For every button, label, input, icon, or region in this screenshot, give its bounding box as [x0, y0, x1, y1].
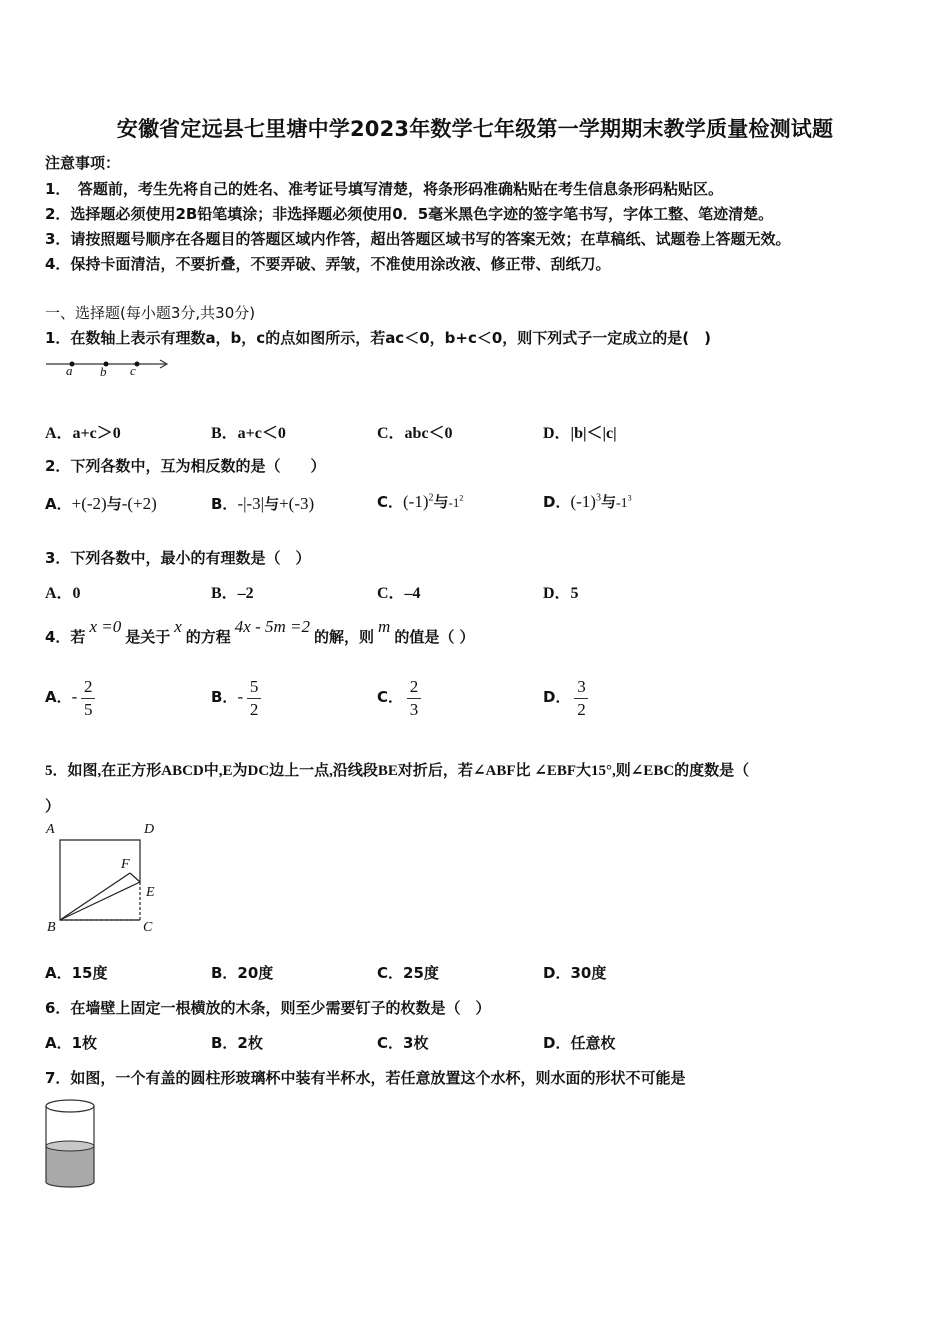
q4-option-c: C． $\frac{2}{3}$: [377, 677, 421, 720]
page-title: 安徽省定远县七里塘中学2023年数学七年级第一学期期末教学质量检测试题: [116, 117, 834, 141]
notice-item-2: 2．选择题必须使用2B铅笔填涂；非选择题必须使用0．5毫米黑色字迹的签字笔书写，字体工整、笔迹清楚。: [45, 205, 774, 223]
q4-stem: 4．若 x =0 是关于 x 的方程 4x - 5m =2 的解，则 m 的值是（ ）: [45, 617, 475, 646]
q3-option-c: C．–4: [377, 585, 421, 602]
fraction: $\frac{2}{5}$: [81, 677, 95, 720]
cylinder-cup-figure: [40, 1094, 102, 1194]
fraction: $\frac{3}{2}$: [574, 677, 588, 720]
number-line-figure: [44, 354, 174, 382]
q7-stem: 7．如图，一个有盖的圆柱形玻璃杯中装有半杯水，若任意放置这个水杯，则水面的形状不可能是: [45, 1069, 686, 1087]
q1-option-d: D．|b|＜|c|: [543, 425, 617, 442]
q1-option-a: A．a+c＞0: [45, 425, 121, 442]
q3-stem: 3．下列各数中，最小的有理数是（ ）: [45, 549, 311, 567]
notice-item-1: 1． 答题前，考生先将自己的姓名、准考证号填写清楚，将条形码准确粘贴在考生信息条形码粘贴区。: [45, 180, 723, 198]
q2-option-b: B．-|-3|与+(-3): [211, 494, 315, 513]
q2-option-a: A．+(-2)与-(+2): [45, 494, 157, 513]
q1-option-c: C．abc＜0: [377, 425, 453, 442]
q5-option-c: C．25度: [377, 964, 439, 982]
q6-option-c: C．3枚: [377, 1034, 429, 1052]
fraction: $\frac{2}{3}$: [407, 677, 421, 720]
q3-option-b: B．–2: [211, 585, 254, 602]
q2-stem: 2．下列各数中，互为相反数的是（ ）: [45, 457, 326, 475]
q6-option-a: A．1枚: [45, 1034, 98, 1052]
q5-option-a: A．15度: [45, 964, 108, 982]
q5-stem-end: ）: [45, 797, 61, 815]
q6-option-b: B．2枚: [211, 1034, 263, 1052]
section-heading: 一、选择题(每小题3分,共30分): [45, 304, 256, 322]
label-F: F: [121, 857, 130, 872]
label-E: E: [146, 885, 155, 900]
q2-option-d: D．$(-1)^3$与$-1^3$: [543, 492, 632, 511]
q4-option-b: B．- $\frac{5}{2}$: [211, 677, 261, 720]
q6-stem: 6．在墙壁上固定一根横放的木条，则至少需要钉子的枚数是（ ）: [45, 999, 491, 1017]
axis-label-b: b: [100, 364, 107, 379]
label-D: D: [144, 822, 155, 837]
q3-option-d: D．5: [543, 585, 579, 602]
q5-option-d: D．30度: [543, 964, 607, 982]
q4-option-a: A．- $\frac{2}{5}$: [45, 677, 95, 720]
label-C: C: [143, 920, 153, 935]
q5-stem: 5．如图,在正方形ABCD中,E为DC边上一点,沿线段BE对折后，若∠ABF比 ∠EBF大15°,则∠EBC的度数是（: [45, 763, 750, 779]
notice-heading: 注意事项：: [45, 154, 121, 172]
q3-option-a: A．0: [45, 585, 81, 602]
q1-stem: 1．在数轴上表示有理数a，b，c的点如图所示，若ac＜0，b+c＜0，则下列式子一定成立的是( ): [45, 329, 711, 347]
q5-option-b: B．20度: [211, 964, 274, 982]
q4-option-d: D． $\frac{3}{2}$: [543, 677, 588, 720]
label-A: A: [46, 822, 55, 837]
axis-label-a: a: [66, 363, 73, 378]
fraction: $\frac{5}{2}$: [247, 677, 261, 720]
notice-item-4: 4．保持卡面清洁，不要折叠，不要弄破、弄皱，不准使用涂改液、修正带、刮纸刀。: [45, 255, 611, 273]
axis-label-c: c: [130, 363, 136, 378]
label-B: B: [47, 920, 56, 935]
q2-option-c: C．$(-1)^2$与$-1^2$: [377, 492, 464, 511]
q6-option-d: D．任意枚: [543, 1034, 616, 1052]
notice-item-3: 3．请按照题号顺序在各题目的答题区域内作答，超出答题区域书写的答案无效；在草稿纸、试题卷上答题无效。: [45, 230, 791, 248]
q1-option-b: B．a+c＜0: [211, 425, 286, 442]
